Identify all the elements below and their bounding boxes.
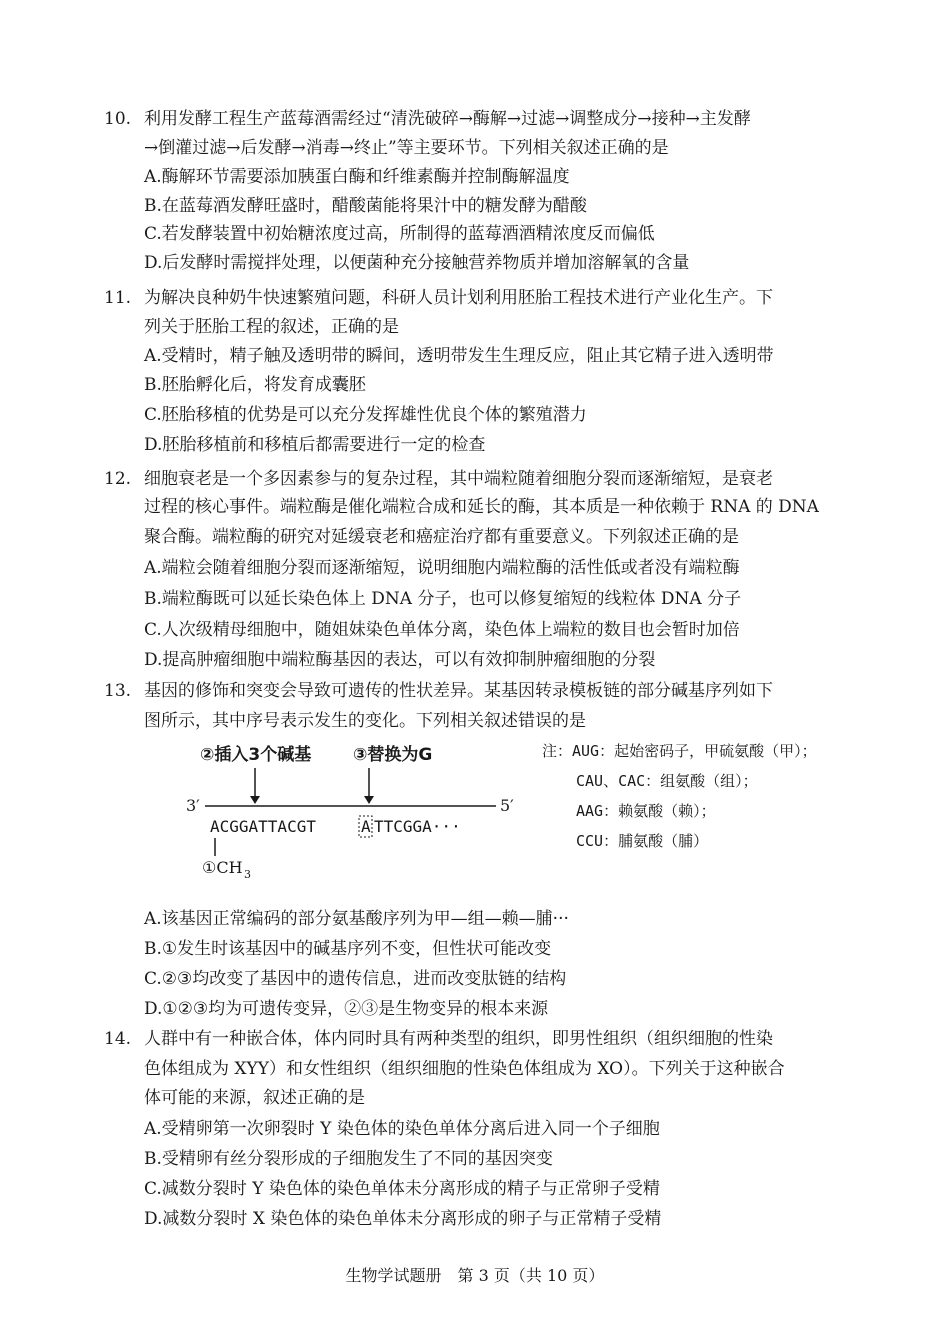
q10-option-b: B.在蓝莓酒发酵旺盛时，醋酸菌能将果汁中的糖发酵为醋酸 — [144, 196, 587, 216]
methyl-subscript: 3 — [244, 868, 251, 881]
insert-label: ②插入3个碱基 — [200, 745, 312, 765]
q13-option-b: B.①发生时该基因中的碱基序列不变，但性状可能改变 — [144, 939, 552, 959]
codon-note-line1: 注：AUG：起始密码子，甲硫氨酸（甲）； — [542, 742, 817, 760]
q14-stem-line3: 体可能的来源，叙述正确的是 — [144, 1088, 365, 1108]
q14-option-c: C.减数分裂时 Y 染色体的染色单体未分离形成的精子与正常卵子受精 — [144, 1179, 660, 1199]
q12-option-d: D.提高肿瘤细胞中端粒酶基因的表达，可以有效抑制肿瘤细胞的分裂 — [144, 650, 656, 670]
methyl-label: ①CH — [202, 858, 243, 877]
q14-number: 14. — [104, 1029, 132, 1049]
q13-stem-line1: 13. 基因的修饰和突变会导致可遗传的性状差异。某基因转录模板链的部分碱基序列如下 — [104, 681, 773, 701]
q10-option-c: C.若发酵装置中初始糖浓度过高，所制得的蓝莓酒酒精浓度反而偏低 — [144, 224, 655, 244]
dna-template-diagram — [180, 738, 540, 888]
replace-label: ③替换为G — [353, 745, 433, 765]
page-footer: 生物学试题册 第 3 页（共 10 页） — [345, 1266, 605, 1285]
q14-option-b: B.受精卵有丝分裂形成的子细胞发生了不同的基因突变 — [144, 1149, 553, 1169]
sequence-before: ACGGATTACGT — [210, 817, 316, 836]
q11-option-a: A.受精时，精子触及透明带的瞬间，透明带发生生理反应，阻止其它精子进入透明带 — [144, 346, 774, 366]
q11-number: 11. — [104, 288, 132, 308]
q12-option-a: A.端粒会随着细胞分裂而逐渐缩短，说明细胞内端粒酶的活性低或者没有端粒酶 — [144, 558, 740, 578]
q14-option-d: D.减数分裂时 X 染色体的染色单体未分离形成的卵子与正常精子受精 — [144, 1209, 662, 1229]
q11-option-c: C.胚胎移植的优势是可以充分发挥雄性优良个体的繁殖潜力 — [144, 405, 587, 425]
q11-option-d: D.胚胎移植前和移植后都需要进行一定的检查 — [144, 435, 486, 455]
q10-number: 10. — [104, 109, 132, 129]
q11-stem-line2: 列关于胚胎工程的叙述，正确的是 — [144, 317, 399, 337]
q12-number: 12. — [104, 469, 132, 489]
replace-arrow-head — [364, 796, 374, 804]
q11-stem-line1: 11. 为解决良种奶牛快速繁殖问题，科研人员计划利用胚胎工程技术进行产业化生产。下 — [104, 288, 773, 308]
q13-stem-line2: 图所示，其中序号表示发生的变化。下列相关叙述错误的是 — [144, 711, 586, 731]
q12-stem-line1: 12. 细胞衰老是一个多因素参与的复杂过程，其中端粒随着细胞分裂而逐渐缩短，是衰老 — [104, 469, 773, 489]
sequence-boxed-base: A — [361, 817, 371, 836]
q12-stem-line2: 过程的核心事件。端粒酶是催化端粒合成和延长的酶，其本质是一种依赖于 RNA 的 DNA — [144, 497, 819, 517]
q11-option-b: B.胚胎孵化后，将发育成囊胚 — [144, 375, 366, 395]
q12-option-c: C.人次级精母细胞中，随姐妹染色单体分离，染色体上端粒的数目也会暂时加倍 — [144, 620, 740, 640]
q14-option-a: A.受精卵第一次卵裂时 Y 染色体的染色单体分离后进入同一个子细胞 — [144, 1119, 660, 1139]
q13-option-d: D.①②③均为可遗传变异，②③是生物变异的根本来源 — [144, 999, 549, 1019]
q12-stem-line3: 聚合酶。端粒酶的研究对延缓衰老和癌症治疗都有重要意义。下列叙述正确的是 — [144, 527, 739, 547]
q14-stem-line2: 色体组成为 XYY）和女性组织（组织细胞的性染色体组成为 XO）。下列关于这种嵌合 — [144, 1059, 785, 1079]
q10-stem-line1: 10. 利用发酵工程生产蓝莓酒需经过“清洗破碎→酶解→过滤→调整成分→接种→主发酵 — [104, 109, 751, 129]
codon-note-line2: CAU、CAC：组氨酸（组）； — [576, 772, 758, 790]
q13-number: 13. — [104, 681, 132, 701]
sequence-after: TTCGGA··· — [374, 817, 461, 836]
q13-option-c: C.②③均改变了基因中的遗传信息，进而改变肽链的结构 — [144, 969, 567, 989]
q12-option-b: B.端粒酶既可以延长染色体上 DNA 分子，也可以修复缩短的线粒体 DNA 分子 — [144, 589, 742, 609]
q14-stem-line1: 14. 人群中有一种嵌合体，体内同时具有两种类型的组织，即男性组织（组织细胞的性染 — [104, 1029, 773, 1049]
strand-end-5prime: 5′ — [500, 796, 514, 815]
insert-arrow-head — [250, 796, 260, 804]
strand-end-3prime: 3′ — [186, 796, 200, 815]
codon-note-line3: AAG：赖氨酸（赖）； — [576, 802, 716, 820]
q10-option-a: A.酶解环节需要添加胰蛋白酶和纤维素酶并控制酶解温度 — [144, 167, 570, 187]
q13-option-a: A.该基因正常编码的部分氨基酸序列为甲—组—赖—脯··· — [144, 909, 569, 929]
q10-option-d: D.后发酵时需搅拌处理，以便菌种充分接触营养物质并增加溶解氧的含量 — [144, 253, 690, 273]
codon-note-line4: CCU：脯氨酸（脯） — [576, 832, 709, 850]
q10-stem-line2: →倒灌过滤→后发酵→消毒→终止”等主要环节。下列相关叙述正确的是 — [144, 138, 669, 158]
